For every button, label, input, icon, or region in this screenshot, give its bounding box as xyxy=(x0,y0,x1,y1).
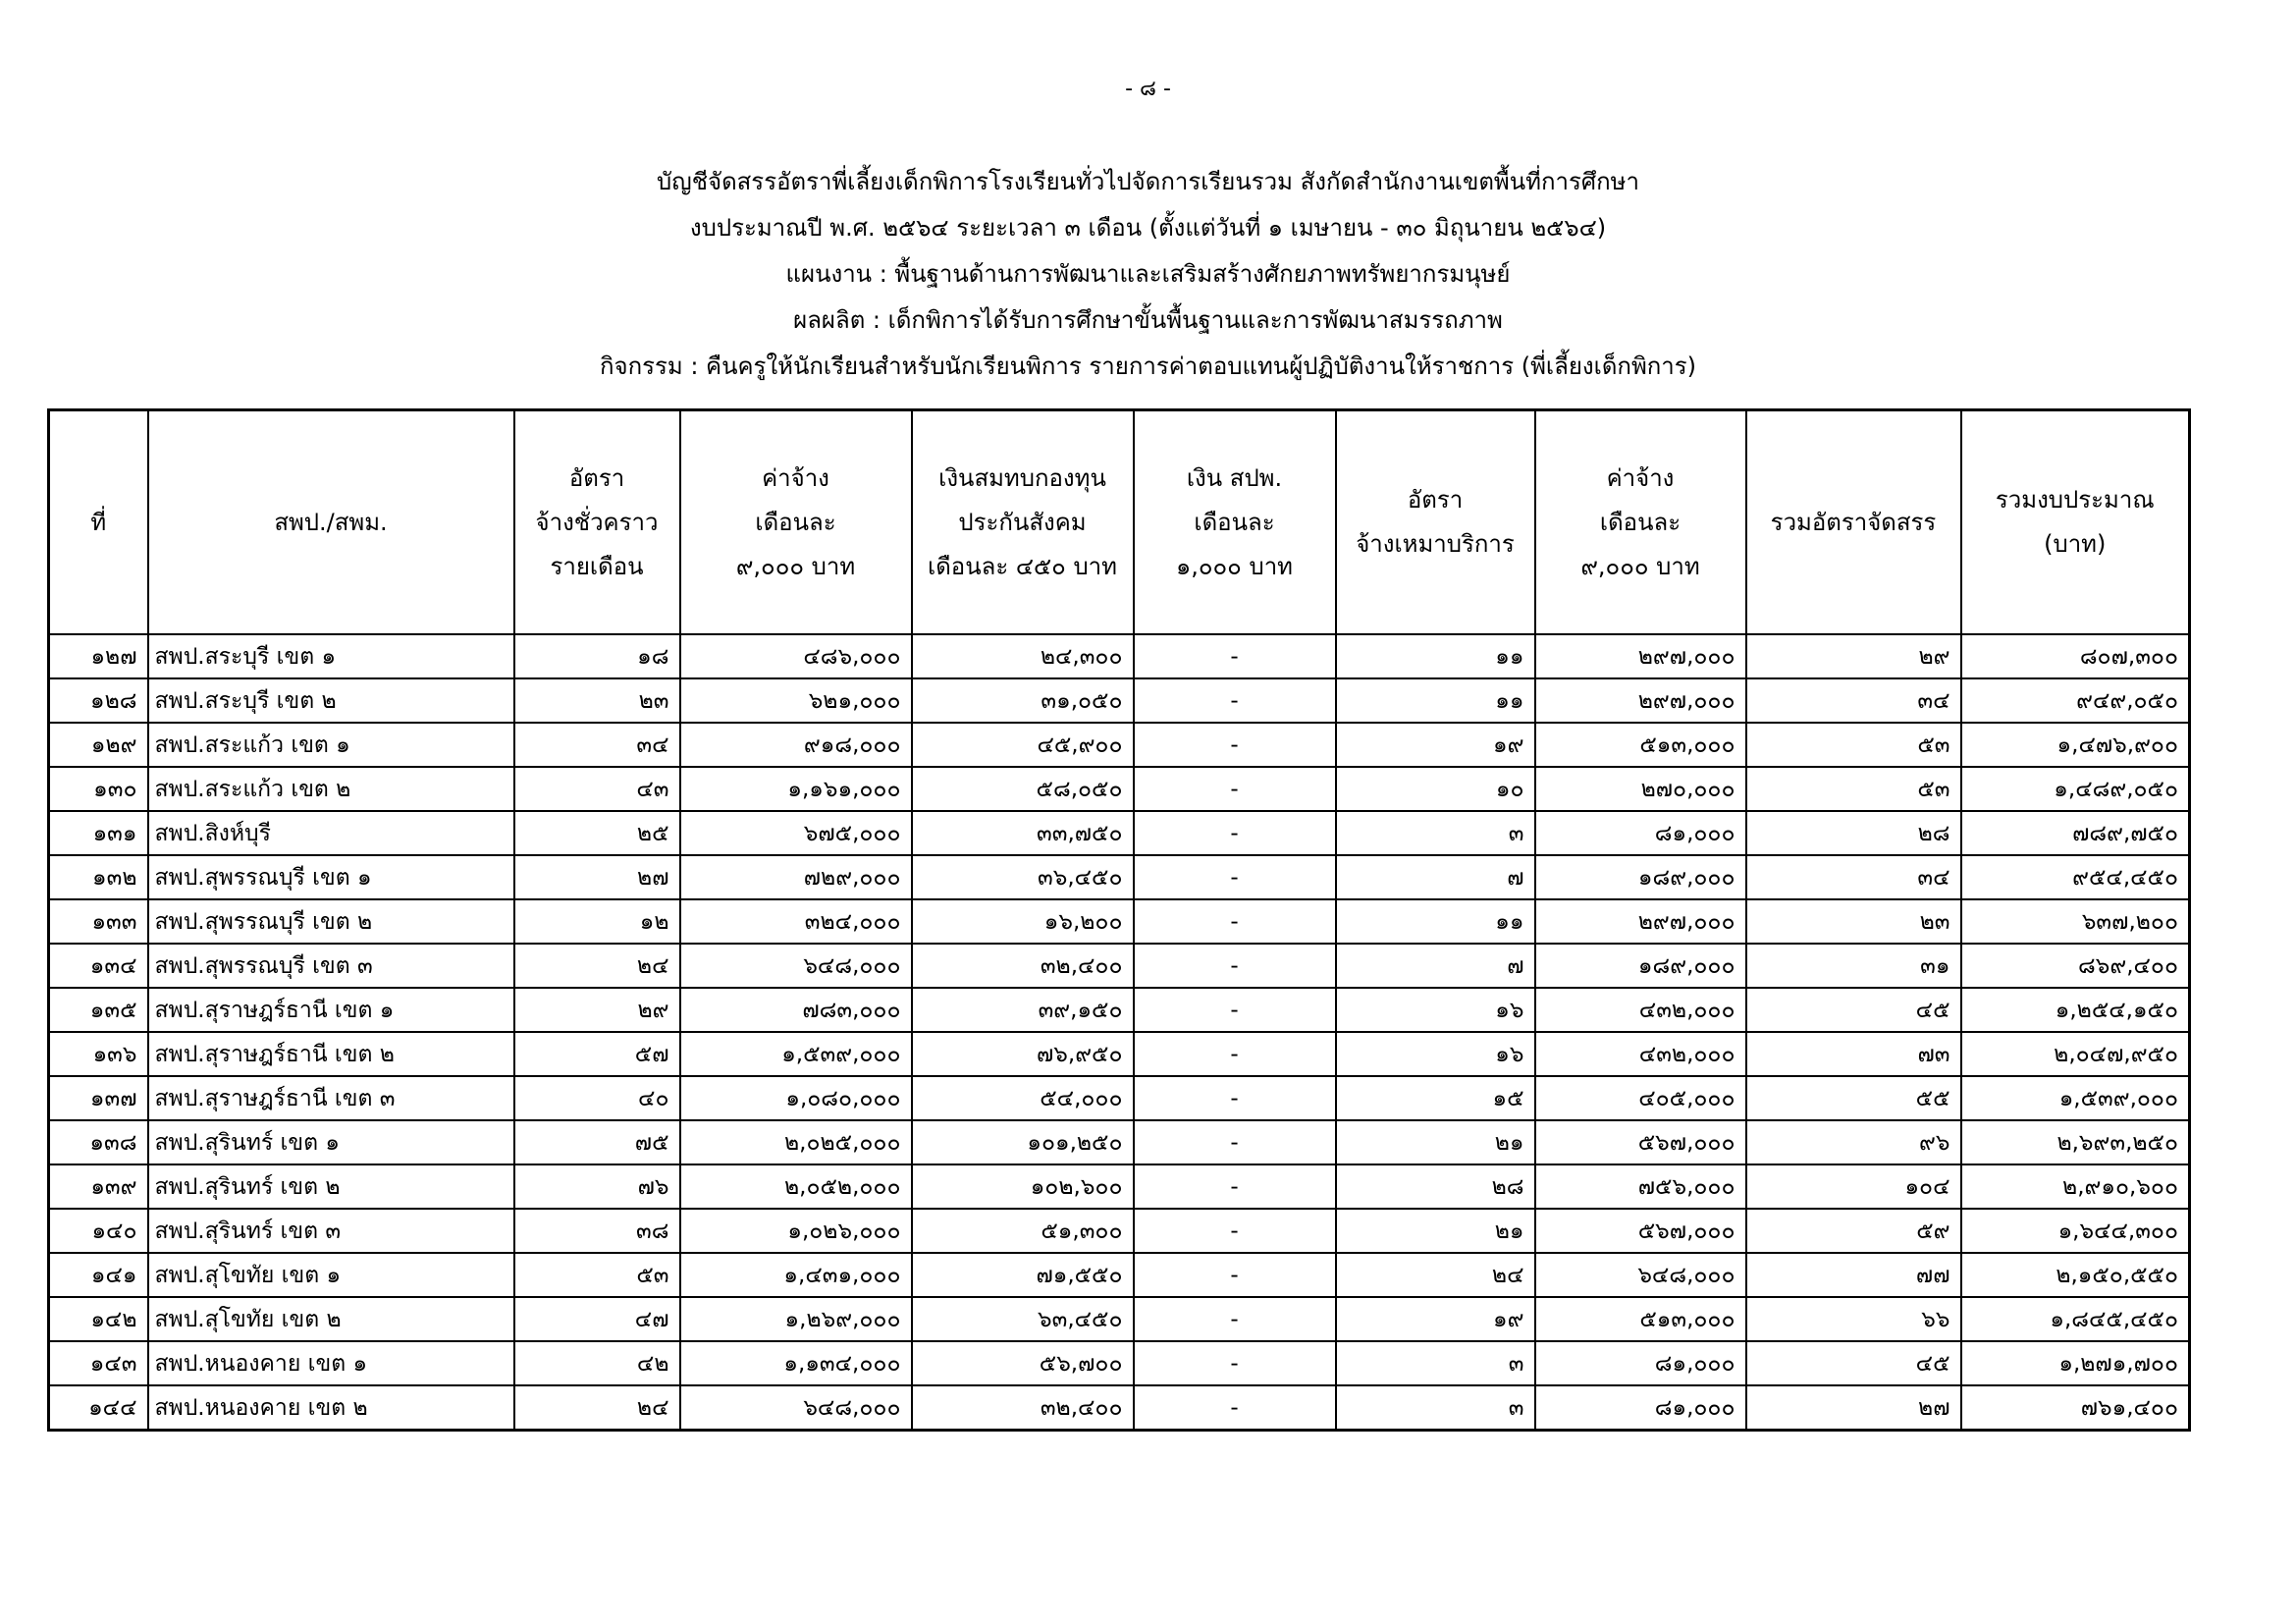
office-name-cell: สพป.สระบุรี เขต ๑ xyxy=(148,634,514,678)
contract-rate-cell: ๓ xyxy=(1336,811,1535,855)
spp-cell: - xyxy=(1134,855,1336,899)
column-header-line: เดือนละ xyxy=(1599,508,1682,536)
table-row xyxy=(49,1076,2190,1120)
column-header-line: ที่ xyxy=(90,508,107,536)
total-rate-cell: ๔๕ xyxy=(1746,988,1961,1032)
office-name-cell: สพป.สระบุรี เขต ๒ xyxy=(148,678,514,723)
total-budget-cell: ๑,๒๗๑,๗๐๐ xyxy=(1961,1341,2190,1385)
row-number-cell: ๑๓๑ xyxy=(49,811,148,855)
office-name-cell: สพป.สุรินทร์ เขต ๑ xyxy=(148,1120,514,1164)
contract-wage-cell: ๕๖๗,๐๐๐ xyxy=(1535,1209,1746,1253)
total-budget-cell: ๑,๕๓๙,๐๐๐ xyxy=(1961,1076,2190,1120)
column-header-line: ๑,๐๐๐ บาท xyxy=(1176,552,1293,580)
total-rate-cell: ๒๗ xyxy=(1746,1385,1961,1431)
column-header-line: ค่าจ้าง xyxy=(762,463,829,492)
spp-cell: - xyxy=(1134,1120,1336,1164)
total-budget-cell: ๘๖๙,๔๐๐ xyxy=(1961,944,2190,988)
spp-cell: - xyxy=(1134,634,1336,678)
contract-wage-cell: ๒๗๐,๐๐๐ xyxy=(1535,767,1746,811)
column-header-line: สพป./สพม. xyxy=(274,508,388,536)
spp-cell: - xyxy=(1134,767,1336,811)
total-budget-cell: ๑,๖๔๔,๓๐๐ xyxy=(1961,1209,2190,1253)
table-body xyxy=(49,634,2190,1431)
total-budget-cell: ๒,๐๔๗,๙๕๐ xyxy=(1961,1032,2190,1076)
total-budget-cell: ๘๐๗,๓๐๐ xyxy=(1961,634,2190,678)
table-row xyxy=(49,1253,2190,1297)
office-name-cell: สพป.สุพรรณบุรี เขต ๒ xyxy=(148,899,514,944)
temp-wage-cell: ๗๒๙,๐๐๐ xyxy=(680,855,912,899)
social-security-cell: ๔๕,๙๐๐ xyxy=(912,723,1134,767)
temp-rate-cell: ๑๒ xyxy=(514,899,680,944)
table-row xyxy=(49,1032,2190,1076)
temp-wage-cell: ๑,๑๓๔,๐๐๐ xyxy=(680,1341,912,1385)
temp-rate-cell: ๒๓ xyxy=(514,678,680,723)
spp-cell: - xyxy=(1134,988,1336,1032)
spp-cell: - xyxy=(1134,944,1336,988)
social-security-cell: ๖๓,๔๕๐ xyxy=(912,1297,1134,1341)
contract-wage-cell: ๕๖๗,๐๐๐ xyxy=(1535,1120,1746,1164)
temp-wage-cell: ๑,๑๖๑,๐๐๐ xyxy=(680,767,912,811)
temp-rate-cell: ๒๔ xyxy=(514,1385,680,1431)
total-rate-cell: ๙๖ xyxy=(1746,1120,1961,1164)
office-name-cell: สพป.สระแก้ว เขต ๒ xyxy=(148,767,514,811)
contract-rate-cell: ๒๑ xyxy=(1336,1120,1535,1164)
column-header-line: ๙,๐๐๐ บาท xyxy=(735,552,856,580)
column-header xyxy=(1746,410,1961,635)
office-name-cell: สพป.สุโขทัย เขต ๑ xyxy=(148,1253,514,1297)
total-rate-cell: ๒๙ xyxy=(1746,634,1961,678)
spp-cell: - xyxy=(1134,1164,1336,1209)
contract-wage-cell: ๔๓๒,๐๐๐ xyxy=(1535,1032,1746,1076)
total-budget-cell: ๗๖๑,๔๐๐ xyxy=(1961,1385,2190,1431)
contract-wage-cell: ๑๘๙,๐๐๐ xyxy=(1535,944,1746,988)
temp-rate-cell: ๒๙ xyxy=(514,988,680,1032)
contract-wage-cell: ๒๙๗,๐๐๐ xyxy=(1535,634,1746,678)
contract-wage-cell: ๑๘๙,๐๐๐ xyxy=(1535,855,1746,899)
total-budget-cell: ๑,๘๔๕,๔๕๐ xyxy=(1961,1297,2190,1341)
contract-rate-cell: ๑๐ xyxy=(1336,767,1535,811)
contract-rate-cell: ๓ xyxy=(1336,1341,1535,1385)
column-header-line: ๙,๐๐๐ บาท xyxy=(1580,552,1700,580)
office-name-cell: สพป.สระแก้ว เขต ๑ xyxy=(148,723,514,767)
office-name-cell: สพป.หนองคาย เขต ๒ xyxy=(148,1385,514,1431)
row-number-cell: ๑๔๑ xyxy=(49,1253,148,1297)
spp-cell: - xyxy=(1134,1032,1336,1076)
row-number-cell: ๑๓๗ xyxy=(49,1076,148,1120)
table-row xyxy=(49,899,2190,944)
table-row xyxy=(49,988,2190,1032)
temp-rate-cell: ๒๗ xyxy=(514,855,680,899)
spp-cell: - xyxy=(1134,899,1336,944)
social-security-cell: ๕๔,๐๐๐ xyxy=(912,1076,1134,1120)
table-header-row xyxy=(49,410,2190,635)
contract-rate-cell: ๑๕ xyxy=(1336,1076,1535,1120)
social-security-cell: ๗๑,๕๕๐ xyxy=(912,1253,1134,1297)
column-header-line: จ้างชั่วคราว xyxy=(535,508,659,536)
table-row xyxy=(49,634,2190,678)
temp-rate-cell: ๑๘ xyxy=(514,634,680,678)
social-security-cell: ๑๐๑,๒๕๐ xyxy=(912,1120,1134,1164)
temp-wage-cell: ๑,๐๒๖,๐๐๐ xyxy=(680,1209,912,1253)
row-number-cell: ๑๓๓ xyxy=(49,899,148,944)
row-number-cell: ๑๔๓ xyxy=(49,1341,148,1385)
column-header xyxy=(912,410,1134,635)
heading-output: ผลผลิต : เด็กพิการได้รับการศึกษาขั้นพื้นฐานและการพัฒนาสมรรถภาพ xyxy=(793,306,1503,334)
contract-wage-cell: ๔๓๒,๐๐๐ xyxy=(1535,988,1746,1032)
table-row xyxy=(49,944,2190,988)
social-security-cell: ๑๖,๒๐๐ xyxy=(912,899,1134,944)
temp-wage-cell: ๖๔๘,๐๐๐ xyxy=(680,944,912,988)
column-header-line: จ้างเหมาบริการ xyxy=(1356,530,1515,558)
social-security-cell: ๓๓,๗๕๐ xyxy=(912,811,1134,855)
temp-wage-cell: ๒,๐๒๕,๐๐๐ xyxy=(680,1120,912,1164)
social-security-cell: ๓๖,๔๕๐ xyxy=(912,855,1134,899)
heading-plan: แผนงาน : พื้นฐานด้านการพัฒนาและเสริมสร้างศักยภาพทรัพยากรมนุษย์ xyxy=(785,260,1511,288)
total-rate-cell: ๕๙ xyxy=(1746,1209,1961,1253)
total-rate-cell: ๓๔ xyxy=(1746,855,1961,899)
column-header-line: ประกันสังคม xyxy=(958,508,1087,536)
office-name-cell: สพป.สิงห์บุรี xyxy=(148,811,514,855)
office-name-cell: สพป.สุโขทัย เขต ๒ xyxy=(148,1297,514,1341)
total-budget-cell: ๑,๔๘๙,๐๕๐ xyxy=(1961,767,2190,811)
row-number-cell: ๑๓๕ xyxy=(49,988,148,1032)
column-header-line: รายเดือน xyxy=(550,552,644,580)
temp-rate-cell: ๕๗ xyxy=(514,1032,680,1076)
temp-rate-cell: ๔๒ xyxy=(514,1341,680,1385)
temp-rate-cell: ๗๖ xyxy=(514,1164,680,1209)
column-header-line: อัตรา xyxy=(568,463,625,492)
total-rate-cell: ๕๕ xyxy=(1746,1076,1961,1120)
row-number-cell: ๑๓๐ xyxy=(49,767,148,811)
row-number-cell: ๑๓๔ xyxy=(49,944,148,988)
contract-rate-cell: ๗ xyxy=(1336,855,1535,899)
row-number-cell: ๑๔๒ xyxy=(49,1297,148,1341)
total-budget-cell: ๖๓๗,๒๐๐ xyxy=(1961,899,2190,944)
column-header-line: เงินสมทบกองทุน xyxy=(938,463,1106,492)
contract-rate-cell: ๑๖ xyxy=(1336,1032,1535,1076)
temp-wage-cell: ๓๒๔,๐๐๐ xyxy=(680,899,912,944)
column-header-line: เดือนละ xyxy=(755,508,836,536)
column-header-line: รวมอัตราจัดสรร xyxy=(1770,508,1937,536)
temp-wage-cell: ๖๔๘,๐๐๐ xyxy=(680,1385,912,1431)
total-rate-cell: ๑๐๔ xyxy=(1746,1164,1961,1209)
column-header xyxy=(148,410,514,635)
temp-wage-cell: ๔๘๖,๐๐๐ xyxy=(680,634,912,678)
temp-rate-cell: ๔๓ xyxy=(514,767,680,811)
office-name-cell: สพป.สุราษฎร์ธานี เขต ๒ xyxy=(148,1032,514,1076)
column-header xyxy=(680,410,912,635)
spp-cell: - xyxy=(1134,678,1336,723)
temp-rate-cell: ๒๕ xyxy=(514,811,680,855)
spp-cell: - xyxy=(1134,1209,1336,1253)
contract-wage-cell: ๘๑,๐๐๐ xyxy=(1535,811,1746,855)
row-number-cell: ๑๒๘ xyxy=(49,678,148,723)
heading-activity: กิจกรรม : คืนครูให้นักเรียนสำหรับนักเรียนพิการ รายการค่าตอบแทนผู้ปฏิบัติงานให้ราชการ (พี่เลี้ยงเด็กพิการ) xyxy=(599,352,1697,380)
total-budget-cell: ๒,๖๙๓,๒๕๐ xyxy=(1961,1120,2190,1164)
column-header xyxy=(1336,410,1535,635)
row-number-cell: ๑๓๘ xyxy=(49,1120,148,1164)
total-rate-cell: ๕๓ xyxy=(1746,767,1961,811)
table-row xyxy=(49,1209,2190,1253)
spp-cell: - xyxy=(1134,1076,1336,1120)
temp-wage-cell: ๖๒๑,๐๐๐ xyxy=(680,678,912,723)
temp-wage-cell: ๗๘๓,๐๐๐ xyxy=(680,988,912,1032)
table-row xyxy=(49,1385,2190,1431)
contract-wage-cell: ๖๔๘,๐๐๐ xyxy=(1535,1253,1746,1297)
column-header-line: รวมงบประมาณ xyxy=(1995,486,2155,514)
social-security-cell: ๓๙,๑๕๐ xyxy=(912,988,1134,1032)
office-name-cell: สพป.หนองคาย เขต ๑ xyxy=(148,1341,514,1385)
table-row xyxy=(49,811,2190,855)
temp-wage-cell: ๑,๐๘๐,๐๐๐ xyxy=(680,1076,912,1120)
row-number-cell: ๑๓๒ xyxy=(49,855,148,899)
heading-budget-period: งบประมาณปี พ.ศ. ๒๕๖๔ ระยะเวลา ๓ เดือน (ตั้งแต่วันที่ ๑ เมษายน - ๓๐ มิถุนายน ๒๕๖๔) xyxy=(689,214,1607,242)
table-row xyxy=(49,855,2190,899)
row-number-cell: ๑๔๐ xyxy=(49,1209,148,1253)
column-header-line: (บาท) xyxy=(2044,530,2107,558)
page-number: - ๘ - xyxy=(1125,77,1171,101)
contract-rate-cell: ๒๑ xyxy=(1336,1209,1535,1253)
row-number-cell: ๑๒๙ xyxy=(49,723,148,767)
heading-title: บัญชีจัดสรรอัตราพี่เลี้ยงเด็กพิการโรงเรียนทั่วไปจัดการเรียนรวม สังกัดสำนักงานเขตพื้นที่การศึกษา xyxy=(657,168,1639,195)
spp-cell: - xyxy=(1134,723,1336,767)
contract-wage-cell: ๕๑๓,๐๐๐ xyxy=(1535,723,1746,767)
social-security-cell: ๓๒,๔๐๐ xyxy=(912,1385,1134,1431)
column-header-line: ค่าจ้าง xyxy=(1606,463,1675,492)
temp-rate-cell: ๕๓ xyxy=(514,1253,680,1297)
row-number-cell: ๑๔๔ xyxy=(49,1385,148,1431)
temp-rate-cell: ๔๐ xyxy=(514,1076,680,1120)
office-name-cell: สพป.สุพรรณบุรี เขต ๑ xyxy=(148,855,514,899)
table-row xyxy=(49,767,2190,811)
spp-cell: - xyxy=(1134,811,1336,855)
table-row xyxy=(49,678,2190,723)
table-row xyxy=(49,1341,2190,1385)
contract-rate-cell: ๒๔ xyxy=(1336,1253,1535,1297)
contract-wage-cell: ๘๑,๐๐๐ xyxy=(1535,1385,1746,1431)
total-rate-cell: ๔๕ xyxy=(1746,1341,1961,1385)
social-security-cell: ๕๘,๐๕๐ xyxy=(912,767,1134,811)
contract-rate-cell: ๑๑ xyxy=(1336,899,1535,944)
social-security-cell: ๑๐๒,๖๐๐ xyxy=(912,1164,1134,1209)
total-budget-cell: ๗๘๙,๗๕๐ xyxy=(1961,811,2190,855)
total-rate-cell: ๒๓ xyxy=(1746,899,1961,944)
total-rate-cell: ๖๖ xyxy=(1746,1297,1961,1341)
office-name-cell: สพป.สุรินทร์ เขต ๒ xyxy=(148,1164,514,1209)
contract-rate-cell: ๗ xyxy=(1336,944,1535,988)
social-security-cell: ๕๑,๓๐๐ xyxy=(912,1209,1134,1253)
total-budget-cell: ๙๕๔,๔๕๐ xyxy=(1961,855,2190,899)
row-number-cell: ๑๓๙ xyxy=(49,1164,148,1209)
column-header xyxy=(1134,410,1336,635)
temp-wage-cell: ๑,๔๓๑,๐๐๐ xyxy=(680,1253,912,1297)
total-budget-cell: ๒,๑๕๐,๕๕๐ xyxy=(1961,1253,2190,1297)
social-security-cell: ๕๖,๗๐๐ xyxy=(912,1341,1134,1385)
temp-rate-cell: ๓๘ xyxy=(514,1209,680,1253)
contract-rate-cell: ๓ xyxy=(1336,1385,1535,1431)
contract-rate-cell: ๑๖ xyxy=(1336,988,1535,1032)
column-header-line: อัตรา xyxy=(1407,486,1464,514)
table-row xyxy=(49,1120,2190,1164)
contract-rate-cell: ๑๑ xyxy=(1336,678,1535,723)
contract-wage-cell: ๕๑๓,๐๐๐ xyxy=(1535,1297,1746,1341)
contract-rate-cell: ๑๙ xyxy=(1336,723,1535,767)
total-budget-cell: ๑,๒๕๔,๑๕๐ xyxy=(1961,988,2190,1032)
total-budget-cell: ๑,๔๗๖,๙๐๐ xyxy=(1961,723,2190,767)
spp-cell: - xyxy=(1134,1385,1336,1431)
column-header xyxy=(514,410,680,635)
social-security-cell: ๓๑,๐๕๐ xyxy=(912,678,1134,723)
contract-rate-cell: ๑๙ xyxy=(1336,1297,1535,1341)
office-name-cell: สพป.สุรินทร์ เขต ๓ xyxy=(148,1209,514,1253)
temp-wage-cell: ๖๗๕,๐๐๐ xyxy=(680,811,912,855)
contract-wage-cell: ๒๙๗,๐๐๐ xyxy=(1535,678,1746,723)
temp-rate-cell: ๗๕ xyxy=(514,1120,680,1164)
column-header xyxy=(1535,410,1746,635)
table-row xyxy=(49,723,2190,767)
office-name-cell: สพป.สุราษฎร์ธานี เขต ๑ xyxy=(148,988,514,1032)
temp-wage-cell: ๒,๐๕๒,๐๐๐ xyxy=(680,1164,912,1209)
social-security-cell: ๓๒,๔๐๐ xyxy=(912,944,1134,988)
office-name-cell: สพป.สุพรรณบุรี เขต ๓ xyxy=(148,944,514,988)
table-row xyxy=(49,1164,2190,1209)
spp-cell: - xyxy=(1134,1297,1336,1341)
total-rate-cell: ๒๘ xyxy=(1746,811,1961,855)
row-number-cell: ๑๓๖ xyxy=(49,1032,148,1076)
column-header-line: เดือนละ ๔๕๐ บาท xyxy=(928,552,1117,580)
total-rate-cell: ๓๔ xyxy=(1746,678,1961,723)
total-budget-cell: ๙๔๙,๐๕๐ xyxy=(1961,678,2190,723)
temp-rate-cell: ๓๔ xyxy=(514,723,680,767)
contract-wage-cell: ๘๑,๐๐๐ xyxy=(1535,1341,1746,1385)
total-rate-cell: ๓๑ xyxy=(1746,944,1961,988)
table-row xyxy=(49,1297,2190,1341)
total-rate-cell: ๗๗ xyxy=(1746,1253,1961,1297)
column-header-line: เงิน สปพ. xyxy=(1186,463,1283,492)
allocation-table xyxy=(47,408,2191,1432)
contract-rate-cell: ๑๑ xyxy=(1336,634,1535,678)
temp-wage-cell: ๙๑๘,๐๐๐ xyxy=(680,723,912,767)
spp-cell: - xyxy=(1134,1341,1336,1385)
temp-wage-cell: ๑,๕๓๙,๐๐๐ xyxy=(680,1032,912,1076)
column-header-line: เดือนละ xyxy=(1194,508,1275,536)
social-security-cell: ๒๔,๓๐๐ xyxy=(912,634,1134,678)
contract-wage-cell: ๔๐๕,๐๐๐ xyxy=(1535,1076,1746,1120)
document-heading xyxy=(0,159,2296,390)
office-name-cell: สพป.สุราษฎร์ธานี เขต ๓ xyxy=(148,1076,514,1120)
total-rate-cell: ๗๓ xyxy=(1746,1032,1961,1076)
spp-cell: - xyxy=(1134,1253,1336,1297)
total-rate-cell: ๕๓ xyxy=(1746,723,1961,767)
temp-rate-cell: ๔๗ xyxy=(514,1297,680,1341)
row-number-cell: ๑๒๗ xyxy=(49,634,148,678)
contract-wage-cell: ๒๙๗,๐๐๐ xyxy=(1535,899,1746,944)
total-budget-cell: ๒,๙๑๐,๖๐๐ xyxy=(1961,1164,2190,1209)
column-header xyxy=(49,410,148,635)
temp-wage-cell: ๑,๒๖๙,๐๐๐ xyxy=(680,1297,912,1341)
contract-rate-cell: ๒๘ xyxy=(1336,1164,1535,1209)
social-security-cell: ๗๖,๙๕๐ xyxy=(912,1032,1134,1076)
temp-rate-cell: ๒๔ xyxy=(514,944,680,988)
contract-wage-cell: ๗๕๖,๐๐๐ xyxy=(1535,1164,1746,1209)
column-header xyxy=(1961,410,2190,635)
